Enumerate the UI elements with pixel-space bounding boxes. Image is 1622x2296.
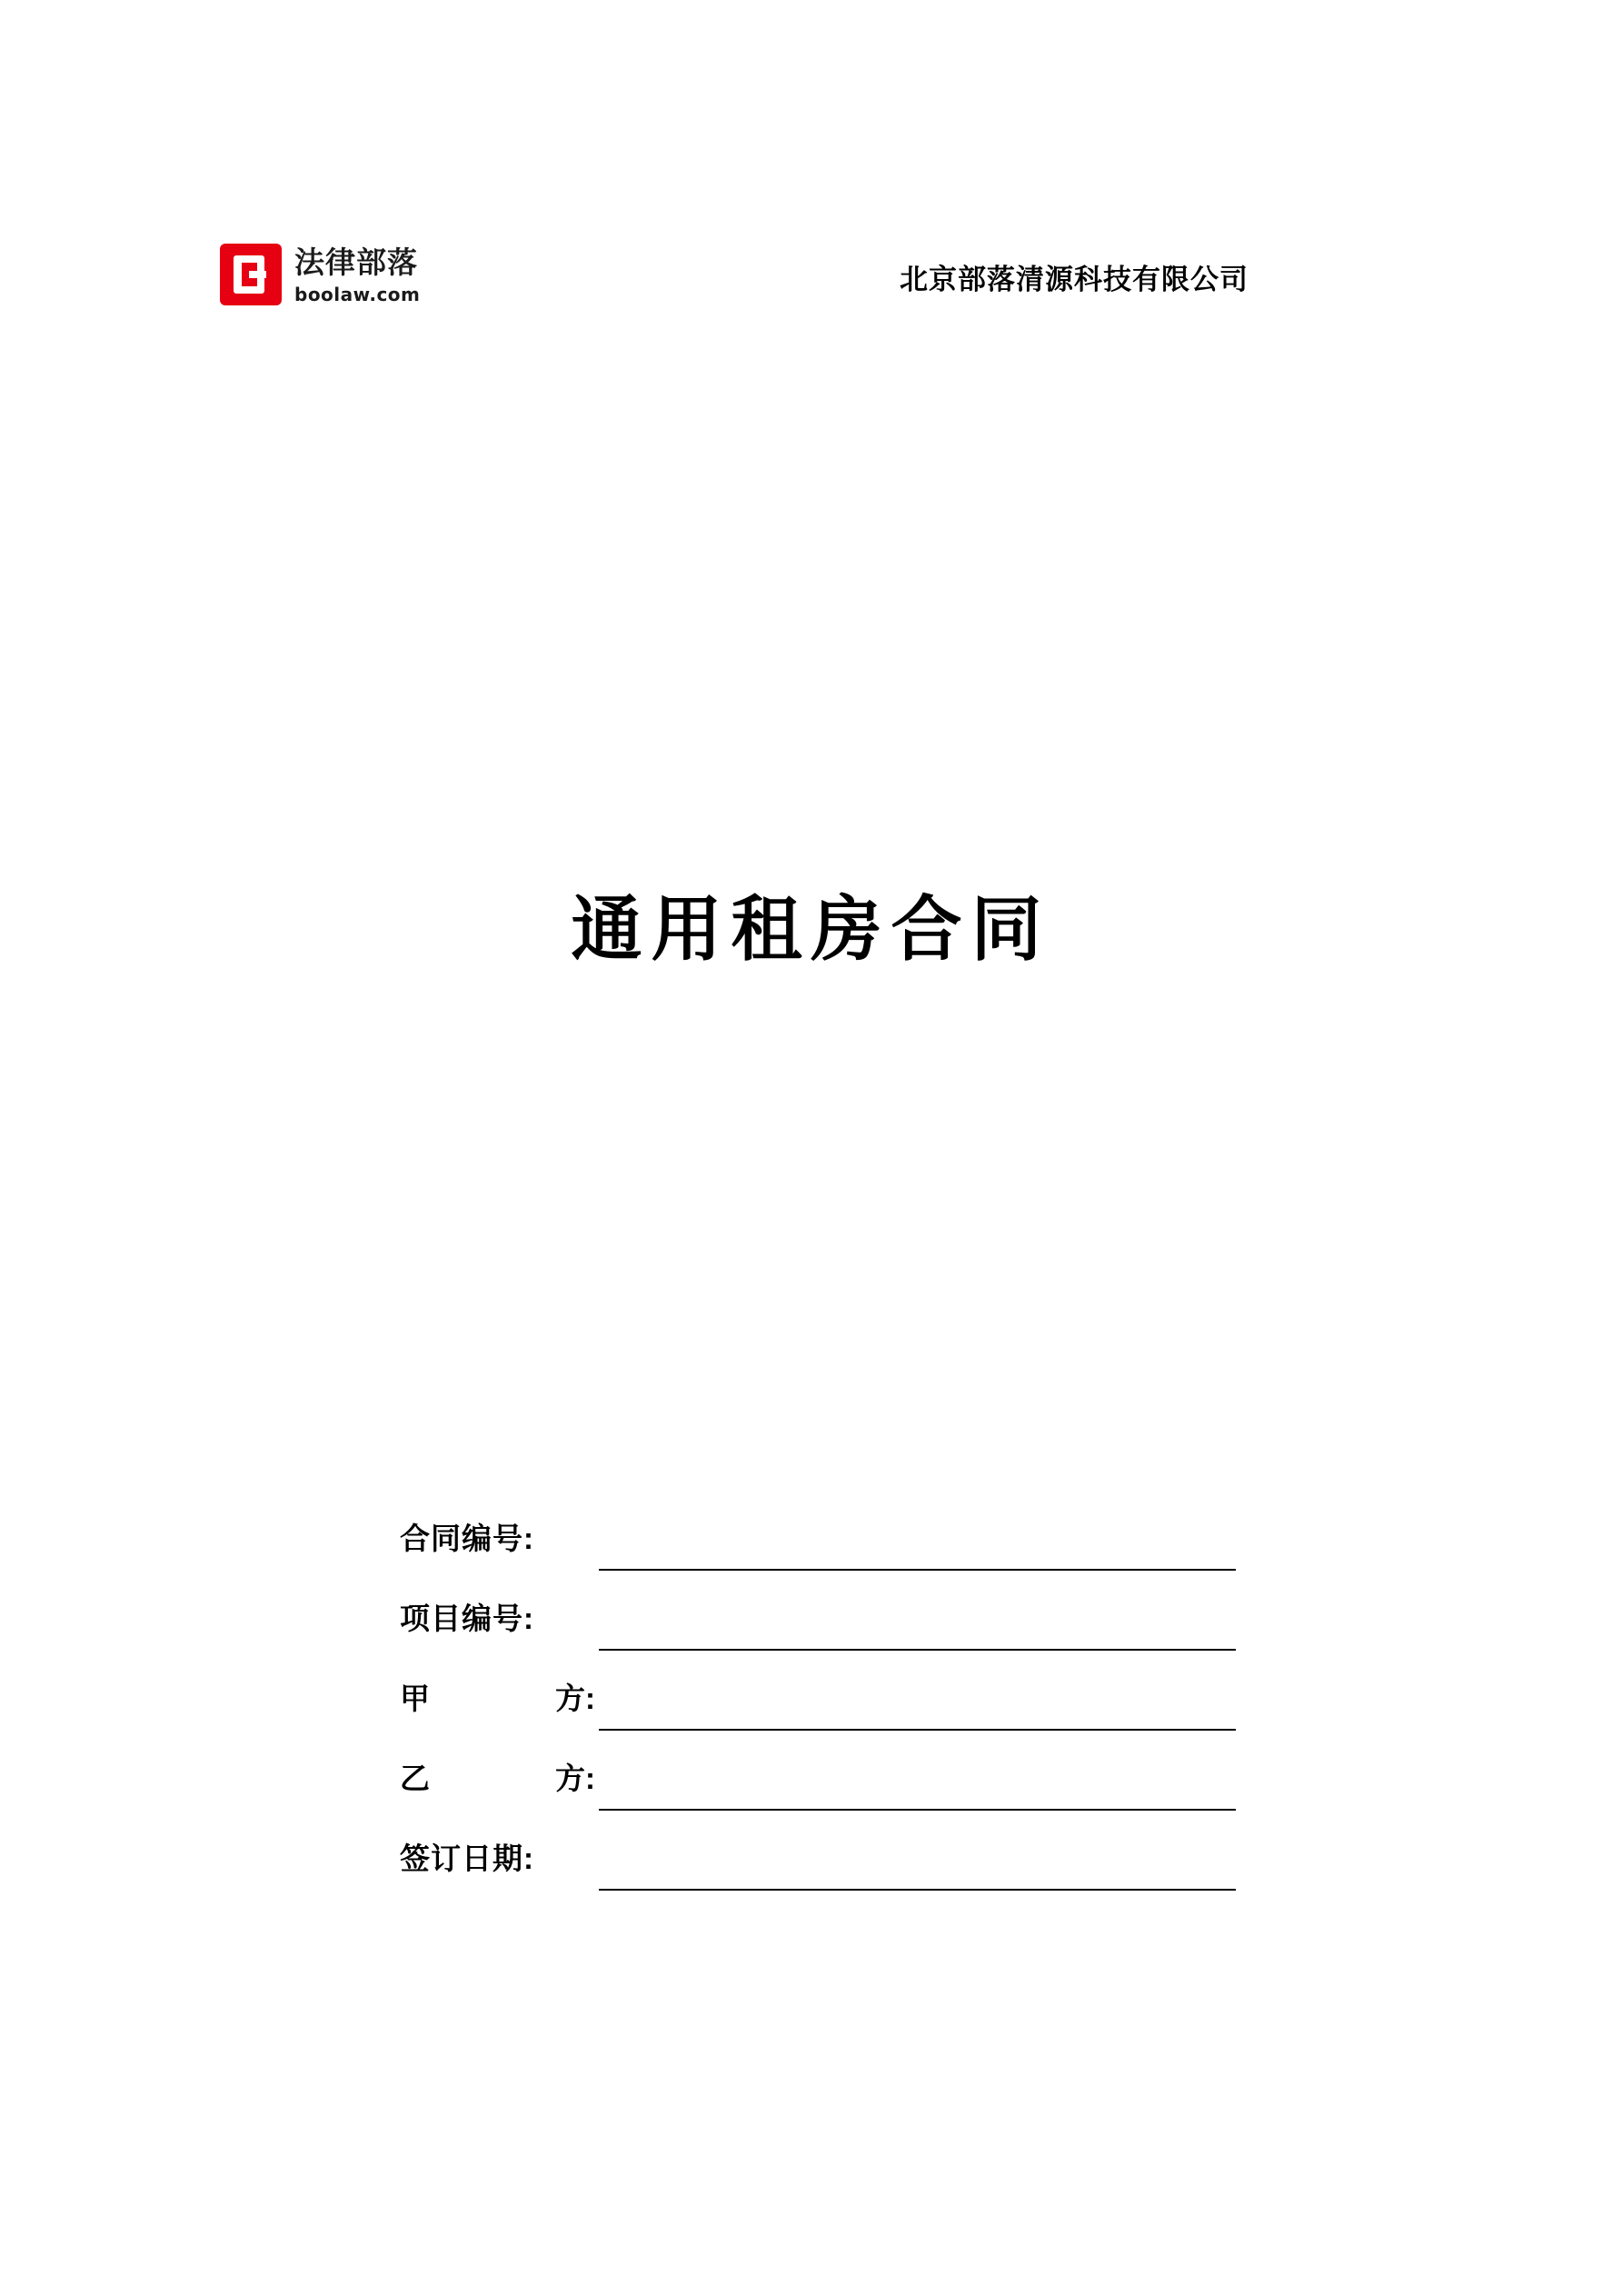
sign-date-label: 签订日期: [400,1842,534,1875]
brand-name-cn: 法律部落 [294,245,418,279]
party-b-input[interactable] [599,1752,1236,1811]
contract-number-label: 合同编号: [400,1522,534,1555]
party-a-label-char2: 方: [555,1682,595,1715]
brand-logo-text [294,244,420,305]
field-row-party-b [400,1731,1236,1811]
field-row-sign-date [400,1811,1236,1891]
project-number-input[interactable] [599,1592,1236,1651]
party-a-label-char1: 甲 [400,1682,430,1715]
contract-number-input[interactable] [599,1512,1236,1571]
party-b-label-char1: 乙 [400,1762,430,1795]
field-row-party-a [400,1651,1236,1731]
party-b-label-char2: 方: [555,1762,595,1795]
company-name: 北京部落清源科技有限公司 [900,264,1249,295]
party-a-label [400,1675,595,1731]
party-a-input[interactable] [599,1672,1236,1731]
page-header [0,244,1622,325]
contract-fields [400,1491,1236,1891]
party-b-label [400,1755,595,1811]
field-row-project-number [400,1571,1236,1651]
boolaw-logo-icon [220,244,282,305]
sign-date-input[interactable] [599,1832,1236,1891]
project-number-label: 项目编号: [400,1602,534,1635]
brand-name-en: boolaw.com [294,283,421,305]
field-row-contract-number [400,1491,1236,1571]
brand-logo [220,244,420,305]
page-title: 通用租房合同 [571,889,1051,969]
